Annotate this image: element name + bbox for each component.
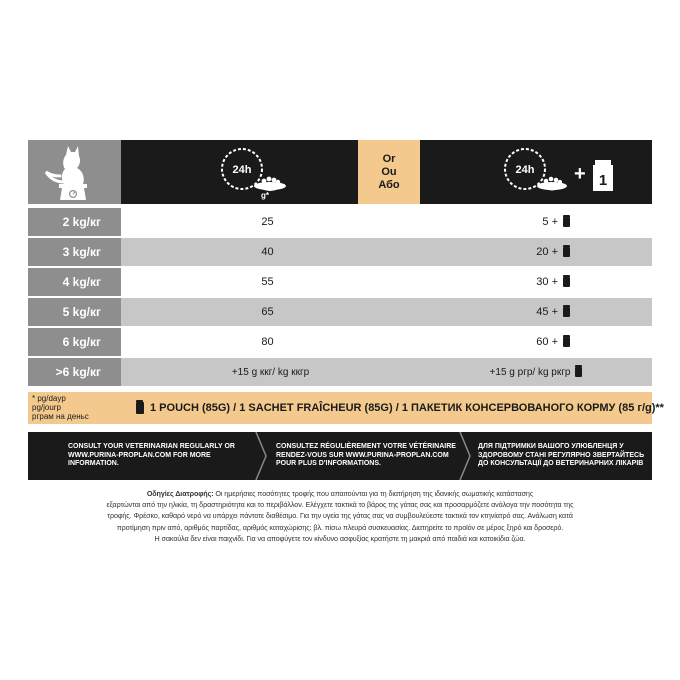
- units-note-line: * pg/dayp: [32, 394, 66, 403]
- pouch-icon: [563, 217, 570, 227]
- note-line: Η σακούλα δεν είναι παιχνίδι. Για να αποφύγετε τον κίνδυνο ασφυξίας κρατήστε τη μακριά από παιδιά και κατοικίδια ζώα.: [154, 533, 526, 543]
- table-row: [28, 298, 652, 326]
- dry-period-label: 24h: [232, 164, 252, 176]
- table-row: [28, 358, 652, 386]
- dry-amount: 65: [261, 306, 274, 318]
- table-row: [28, 208, 652, 236]
- dry-amount: 25: [261, 216, 274, 228]
- vet-info-panel: [28, 432, 652, 480]
- mixed-amount: 60 +: [536, 336, 558, 348]
- mixed-amount: 5 +: [542, 216, 558, 228]
- weight-label: 3 kg/кг: [28, 238, 121, 266]
- weight-label: 4 kg/кг: [28, 268, 121, 296]
- feeding-instructions-greek: [48, 488, 632, 544]
- note-line: εξαρτώνται από την ηλικία, τη δραστηριότητα και το περιβάλλον. Ελέγχετε τακτικά το βάρος της γάτας σας και προσαρμόζετε ανάλογα την ποσότητα της: [106, 500, 574, 510]
- or-label-fr: Ou: [381, 165, 397, 178]
- pouch-count: 1: [598, 172, 608, 189]
- cat-on-scale-icon: [28, 140, 121, 204]
- plus-sign: +: [574, 163, 586, 185]
- table-row: [28, 268, 652, 296]
- pouch-icon: [563, 307, 570, 317]
- or-label-uk: Або: [378, 178, 400, 191]
- dry-amount: 80: [261, 336, 274, 348]
- weight-label: >6 kg/кг: [28, 358, 121, 386]
- units-note-line: pg/jourp: [32, 403, 61, 412]
- vet-info-en: CONSULT YOUR VETERINARIAN REGULARLY OR WWW.PURINA-PROPLAN.COM FOR MORE INFORMATION.: [68, 443, 235, 468]
- dry-amount: 40: [261, 246, 274, 258]
- table-row: [28, 238, 652, 266]
- or-divider: [358, 140, 420, 204]
- cat-on-scale-cell: [28, 140, 121, 204]
- note-line: προτίμηση πριν από, αριθμός παρτίδας, αριθμός καταχώρισης: βλ. πίσω πλευρά συσκευασίας. Διατηρείτε το προϊόν σε μέρος ξηρό και δροσερό.: [116, 522, 564, 532]
- weight-label: 5 kg/кг: [28, 298, 121, 326]
- note-line: τροφής. Φρέσκο, καθαρό νερό να υπάρχει πάντοτε διαθέσιμο. Για την υγεία της γάτας σας να συμβουλεύεστε τακτικά τον κτηνίατρό σας. Ανάλωση κατά: [107, 511, 573, 521]
- mixed-amount: +15 g ргр/ kg ркгр: [489, 366, 571, 378]
- pouch-icon: [136, 402, 144, 414]
- table-row: [28, 328, 652, 356]
- pouch-icon: [563, 277, 570, 287]
- dry-amount: +15 g ккг/ kg ккгр: [231, 366, 310, 378]
- mixed-amount: 20 +: [536, 246, 558, 258]
- mixed-food-header: [420, 140, 652, 204]
- feeding-table-header: [28, 140, 652, 204]
- pouch-line: 1 POUCH (85G) / 1 SACHET FRAÎCHEUR (85G) / 1 ПАКЕТИК КОНСЕРВОВАНОГО КОРМУ (85 г/g)**: [150, 402, 664, 414]
- mixed-period-label: 24h: [515, 164, 535, 176]
- units-note-line: рграм на деньс: [32, 412, 89, 421]
- pouch-icon: [563, 337, 570, 347]
- note-line: Οι ημερήσιες ποσότητες τροφής που απαιτούνται για τη διατήρηση της ιδανικής σωματικής κατάστασης: [215, 489, 534, 498]
- dry-amount: 55: [261, 276, 274, 288]
- dry-food-24h-icon: [121, 140, 358, 204]
- vet-info-fr: CONSULTEZ RÉGULIÈREMENT VOTRE VÉTÉRINAIRE RENDEZ-VOUS SUR WWW.PURINA-PROPLAN.COM POUR PLUS D'INFORMATIONS.: [276, 443, 456, 468]
- or-label-en: Or: [382, 152, 396, 165]
- vet-info-uk: ДЛЯ ПІДТРИМКИ ВАШОГО УЛЮБЛЕНЦЯ У ЗДОРОВОМУ СТАНІ РЕГУЛЯРНО ЗВЕРТАЙТЕСЬ ДО КОНСУЛЬТАЦІЇ ДО ВЕТЕРИНАРНИХ ЛІКАРІВ: [478, 443, 645, 468]
- mixed-food-24h-icon: [420, 140, 652, 204]
- pouch-info-band: [28, 392, 664, 424]
- weight-label: 2 kg/кг: [28, 208, 121, 236]
- pouch-icon: [575, 367, 582, 377]
- weight-label: 6 kg/кг: [28, 328, 121, 356]
- units-note: [28, 392, 121, 424]
- dry-food-header: [121, 140, 358, 204]
- pouch-icon: [563, 247, 570, 257]
- mixed-amount: 45 +: [536, 306, 558, 318]
- dry-unit-label: g*: [261, 191, 269, 200]
- note-title: Οδηγίες Διατροφής:: [146, 489, 214, 498]
- mixed-amount: 30 +: [536, 276, 558, 288]
